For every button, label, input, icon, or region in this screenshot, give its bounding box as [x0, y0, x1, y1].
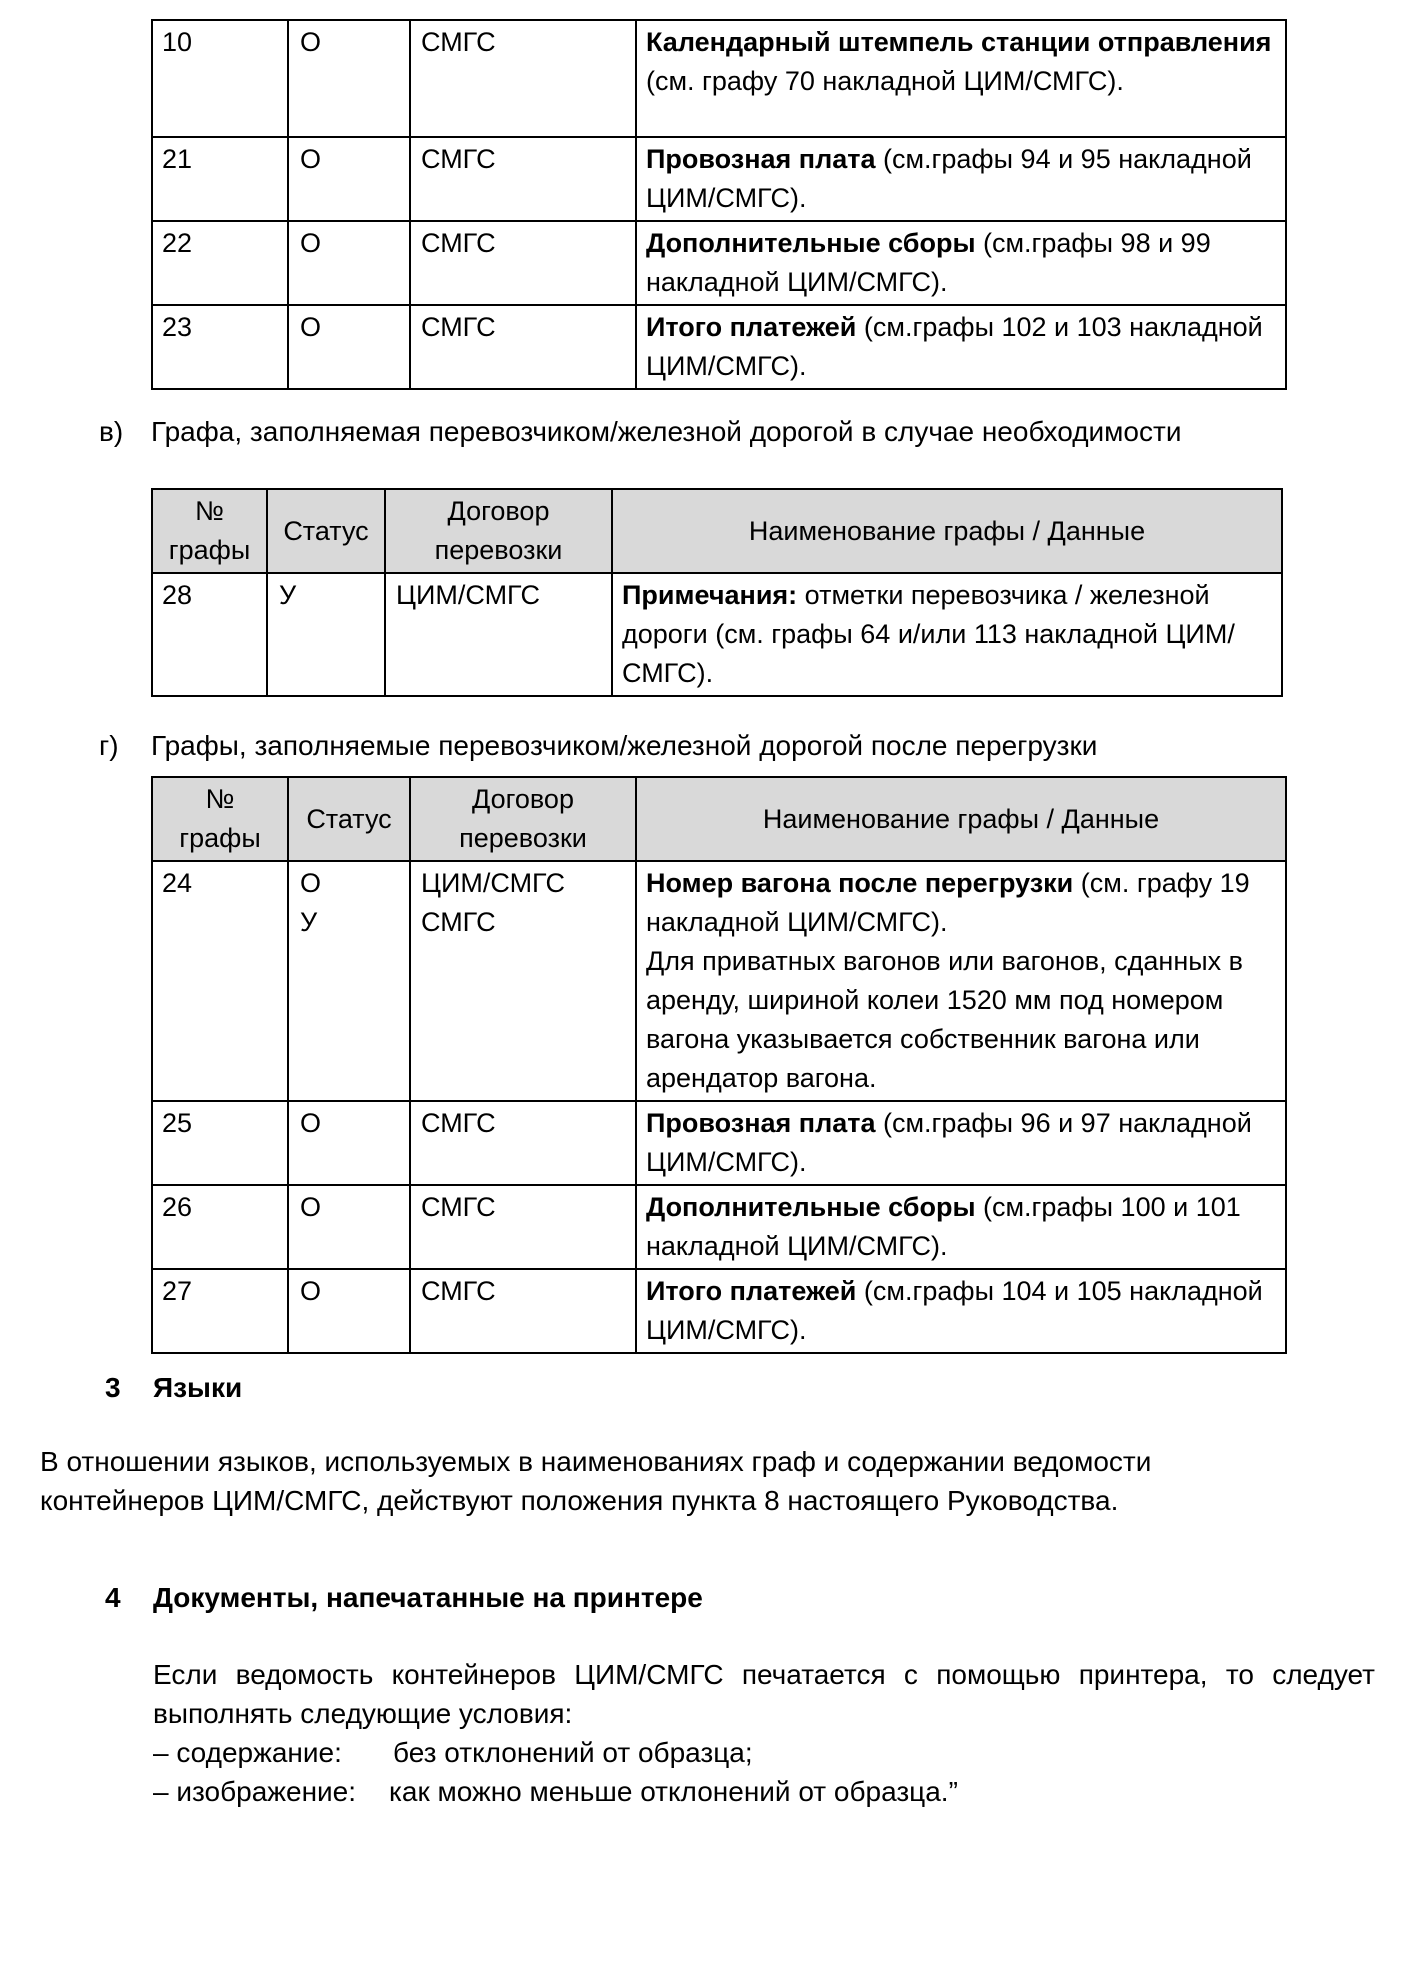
row-status: О [288, 20, 410, 137]
row-contract: ЦИМ/СМГС СМГС [410, 861, 636, 1101]
section-number: 4 [105, 1582, 121, 1613]
row-status: У [267, 573, 385, 696]
row-status: О [288, 1269, 410, 1353]
table-row [152, 573, 1282, 696]
row-number: 27 [152, 1269, 288, 1353]
section-3-heading [105, 1368, 242, 1408]
field-details: (см.графы 94 и 95 накладной ЦИМ/СМГС). [646, 144, 1252, 213]
subheading-text: Графа, заполняемая перевозчиком/железной дорогой в случае необходимости [151, 416, 1182, 447]
field-details: (см. графу 19 накладной ЦИМ/СМГС). [646, 868, 1250, 937]
header-status: Статус [288, 777, 410, 861]
field-details: (см. графу 70 накладной ЦИМ/СМГС). [646, 66, 1124, 96]
row-number: 26 [152, 1185, 288, 1269]
header-data: Наименование графы / Данные [612, 489, 1282, 573]
row-status: О [288, 1185, 410, 1269]
row-number: 23 [152, 305, 288, 389]
row-status: О [288, 221, 410, 305]
subheading-v [99, 412, 1181, 452]
list-item: – изображение: как можно меньше отклонений от образца.” [153, 1776, 958, 1807]
header-number: № графы [152, 489, 267, 573]
header-contract: Договор перевозки [385, 489, 612, 573]
row-description [636, 1101, 1286, 1185]
subheading-text: Графы, заполняемые перевозчиком/железной дорогой после перегрузки [151, 730, 1098, 761]
list-marker: г) [99, 730, 119, 761]
section-4-intro: Если ведомость контейнеров ЦИМ/СМГС печатается с помощью принтера, то следует выполнять следующие условия: [153, 1659, 1375, 1729]
row-contract: СМГС [410, 305, 636, 389]
table-header-row [152, 777, 1286, 861]
section-4-heading [105, 1578, 703, 1618]
row-contract: СМГС [410, 20, 636, 137]
header-data: Наименование графы / Данные [636, 777, 1286, 861]
row-number: 21 [152, 137, 288, 221]
row-status: О [288, 305, 410, 389]
section-title: Документы, напечатанные на принтере [153, 1582, 703, 1613]
table-row [152, 861, 1286, 1101]
field-name: Итого платежей [646, 1276, 857, 1306]
row-contract: ЦИМ/СМГС [385, 573, 612, 696]
field-name: Дополнительные сборы [646, 228, 976, 258]
row-description [636, 305, 1286, 389]
row-contract: СМГС [410, 221, 636, 305]
row-contract: СМГС [410, 137, 636, 221]
table-g [151, 776, 1287, 1354]
row-number: 28 [152, 573, 267, 696]
field-name: Провозная плата [646, 1108, 876, 1138]
field-note: Для приватных вагонов или вагонов, сданных в аренду, шириной колеи 1520 мм под номером вагона указывается собственник вагона или арендатор вагона. [646, 946, 1243, 1093]
field-details: (см.графы 104 и 105 накладной ЦИМ/СМГС). [646, 1276, 1263, 1345]
row-number: 24 [152, 861, 288, 1101]
section-4-paragraph [153, 1655, 1375, 1811]
row-contract: СМГС [410, 1185, 636, 1269]
header-status: Статус [267, 489, 385, 573]
field-details: (см.графы 102 и 103 накладной ЦИМ/СМГС). [646, 312, 1263, 381]
row-number: 22 [152, 221, 288, 305]
header-contract: Договор перевозки [410, 777, 636, 861]
field-details: (см.графы 96 и 97 накладной ЦИМ/СМГС). [646, 1108, 1252, 1177]
row-number: 25 [152, 1101, 288, 1185]
table-continuation [151, 19, 1287, 390]
row-status: О У [288, 861, 410, 1101]
field-name: Дополнительные сборы [646, 1192, 976, 1222]
section-3-paragraph: В отношении языков, используемых в наименованиях граф и содержании ведомости контейнеров ЦИМ/СМГС, действуют положения пункта 8 настоящего Руководства. [40, 1446, 1152, 1516]
field-name: Номер вагона после перегрузки [646, 868, 1074, 898]
row-description [636, 137, 1286, 221]
row-description [636, 221, 1286, 305]
row-description [636, 1185, 1286, 1269]
row-description [636, 20, 1286, 137]
field-details: (см.графы 100 и 101 накладной ЦИМ/СМГС). [646, 1192, 1241, 1261]
header-number: № графы [152, 777, 288, 861]
row-number: 10 [152, 20, 288, 137]
row-description [636, 861, 1286, 1101]
field-name: Календарный штемпель станции отправления [646, 27, 1272, 57]
field-details: отметки перевозчика / железной дороги (см. графы 64 и/или 113 накладной ЦИМ/СМГС). [622, 580, 1235, 688]
table-row [152, 137, 1286, 221]
table-row [152, 1269, 1286, 1353]
row-contract: СМГС [410, 1101, 636, 1185]
table-row [152, 1101, 1286, 1185]
row-status: О [288, 137, 410, 221]
field-name: Итого платежей [646, 312, 857, 342]
field-name: Примечания: [622, 580, 798, 610]
row-description [612, 573, 1282, 696]
row-status: О [288, 1101, 410, 1185]
list-marker: в) [99, 416, 124, 447]
row-description [636, 1269, 1286, 1353]
section-number: 3 [105, 1372, 121, 1403]
table-row [152, 20, 1286, 137]
table-v [151, 488, 1283, 697]
table-header-row [152, 489, 1282, 573]
table-row [152, 1185, 1286, 1269]
section-title: Языки [153, 1372, 243, 1403]
field-details: (см.графы 98 и 99 накладной ЦИМ/СМГС). [646, 228, 1211, 297]
table-row [152, 305, 1286, 389]
list-item: – содержание: без отклонений от образца; [153, 1737, 753, 1768]
subheading-g [99, 726, 1097, 766]
table-row [152, 221, 1286, 305]
field-name: Провозная плата [646, 144, 876, 174]
row-contract: СМГС [410, 1269, 636, 1353]
